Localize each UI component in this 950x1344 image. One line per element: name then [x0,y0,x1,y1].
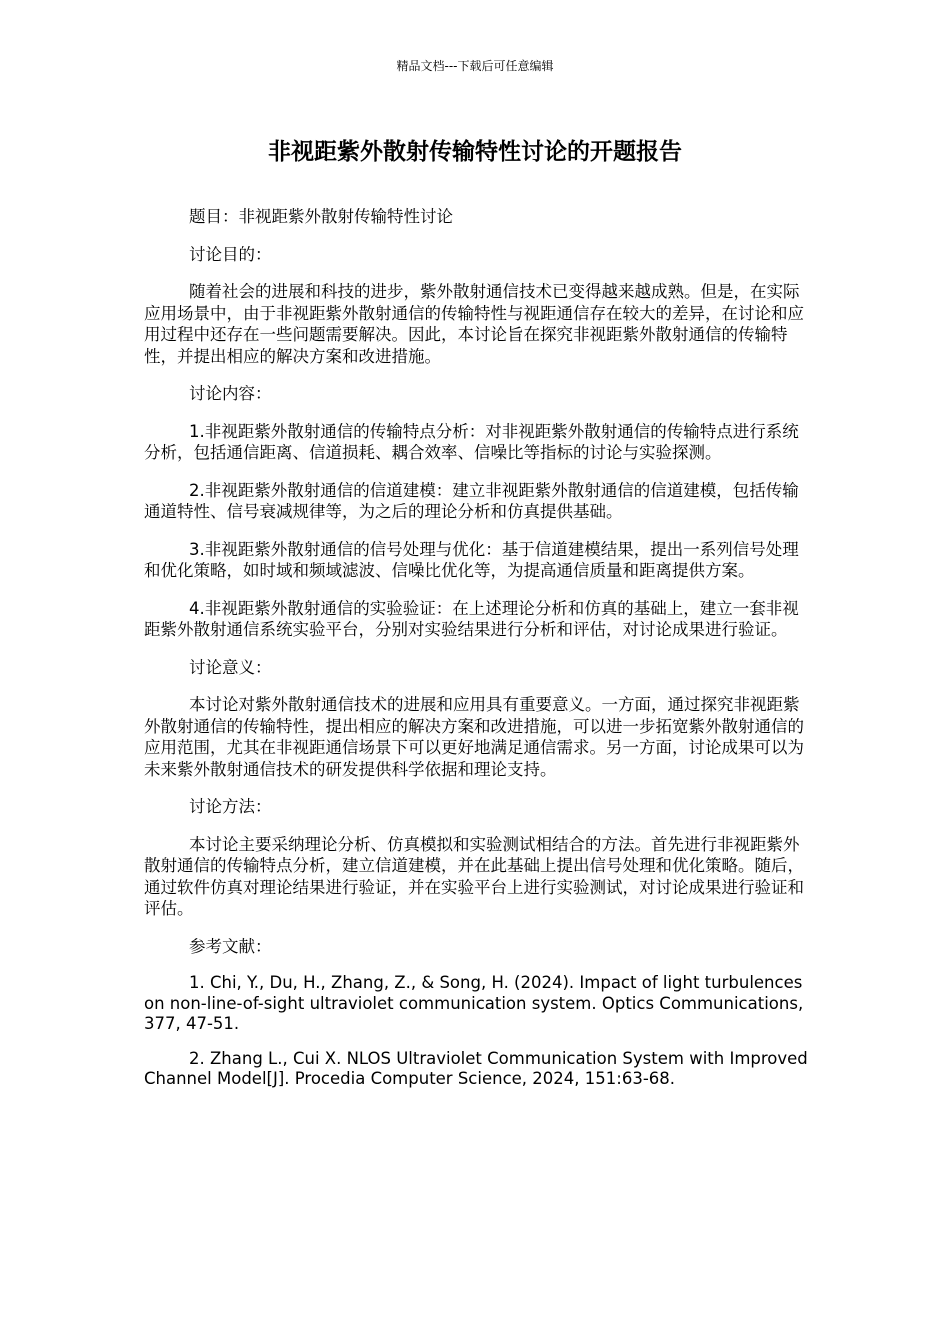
section-heading-references: 参考文献： [189,936,272,956]
header-note: 精品文档---下载后可任意编辑 [396,59,554,73]
content-item-3: 3.非视距紫外散射通信的信号处理与优化：基于信道建模结果，提出一系列信号处理和优化策略，如时域和频域滤波、信噪比优化等，为提高通信质量和距离提供方案。 [144,539,799,580]
section-heading-method: 讨论方法： [189,797,272,816]
content-item-1: 1.非视距紫外散射通信的传输特点分析：对非视距紫外散射通信的传输特点进行系统分析，包括通信距离、信道损耗、耦合效率、信噪比等指标的讨论与实验探测。 [144,421,799,462]
reference-item-2: 2. Zhang L., Cui X. NLOS Ultraviolet Communication System with Improved Channel Model[J]. Procedia Computer Science, 2024, 151:63-68. [144,1048,808,1088]
method-paragraph: 本讨论主要采纳理论分析、仿真模拟和实验测试相结合的方法。首先进行非视距紫外散射通信的传输特点分析，建立信道建模，并在此基础上提出信号处理和优化策略。随后，通过软件仿真对理论结果进行验证，并在实验平台上进行实验测试，对讨论成果进行验证和评估。 [144,834,804,918]
significance-paragraph: 本讨论对紫外散射通信技术的进展和应用具有重要意义。一方面，通过探究非视距紫外散射通信的传输特性，提出相应的解决方案和改进措施，可以进一步拓宽紫外散射通信的应用范围，尤其在非视距通信场景下可以更好地满足通信需求。另一方面，讨论成果可以为未来紫外散射通信技术的研发提供科学依据和理论支持。 [144,695,804,779]
section-heading-significance: 讨论意义： [189,657,272,677]
content-item-4: 4.非视距紫外散射通信的实验验证：在上述理论分析和仿真的基础上，建立一套非视距紫外散射通信系统实验平台，分别对实验结果进行分析和评估，对讨论成果进行验证。 [144,598,799,639]
document-title: 非视距紫外散射传输特性讨论的开题报告 [268,139,682,165]
topic-line: 题目：非视距紫外散射传输特性讨论 [189,207,453,226]
section-heading-purpose: 讨论目的： [189,244,272,264]
content-item-2: 2.非视距紫外散射通信的信道建模：建立非视距紫外散射通信的信道建模，包括传输通道特性、信号衰减规律等，为之后的理论分析和仿真提供基础。 [144,480,799,521]
section-heading-content: 讨论内容： [189,384,272,403]
purpose-paragraph: 随着社会的进展和科技的进步，紫外散射通信技术已变得越来越成熟。但是，在实际应用场景中，由于非视距紫外散射通信的传输特性与视距通信存在较大的差异，在讨论和应用过程中还存在一些问题需要解决。因此，本讨论旨在探究非视距紫外散射通信的传输特性，并提出相应的解决方案和改进措施。 [144,282,804,366]
reference-item-1: 1. Chi, Y., Du, H., Zhang, Z., & Song, H. (2024). Impact of light turbulences on non-line-of-sight ultraviolet communication system. Optics Communications, 377, 47-51. [144,973,804,1033]
document-body [144,206,808,1104]
